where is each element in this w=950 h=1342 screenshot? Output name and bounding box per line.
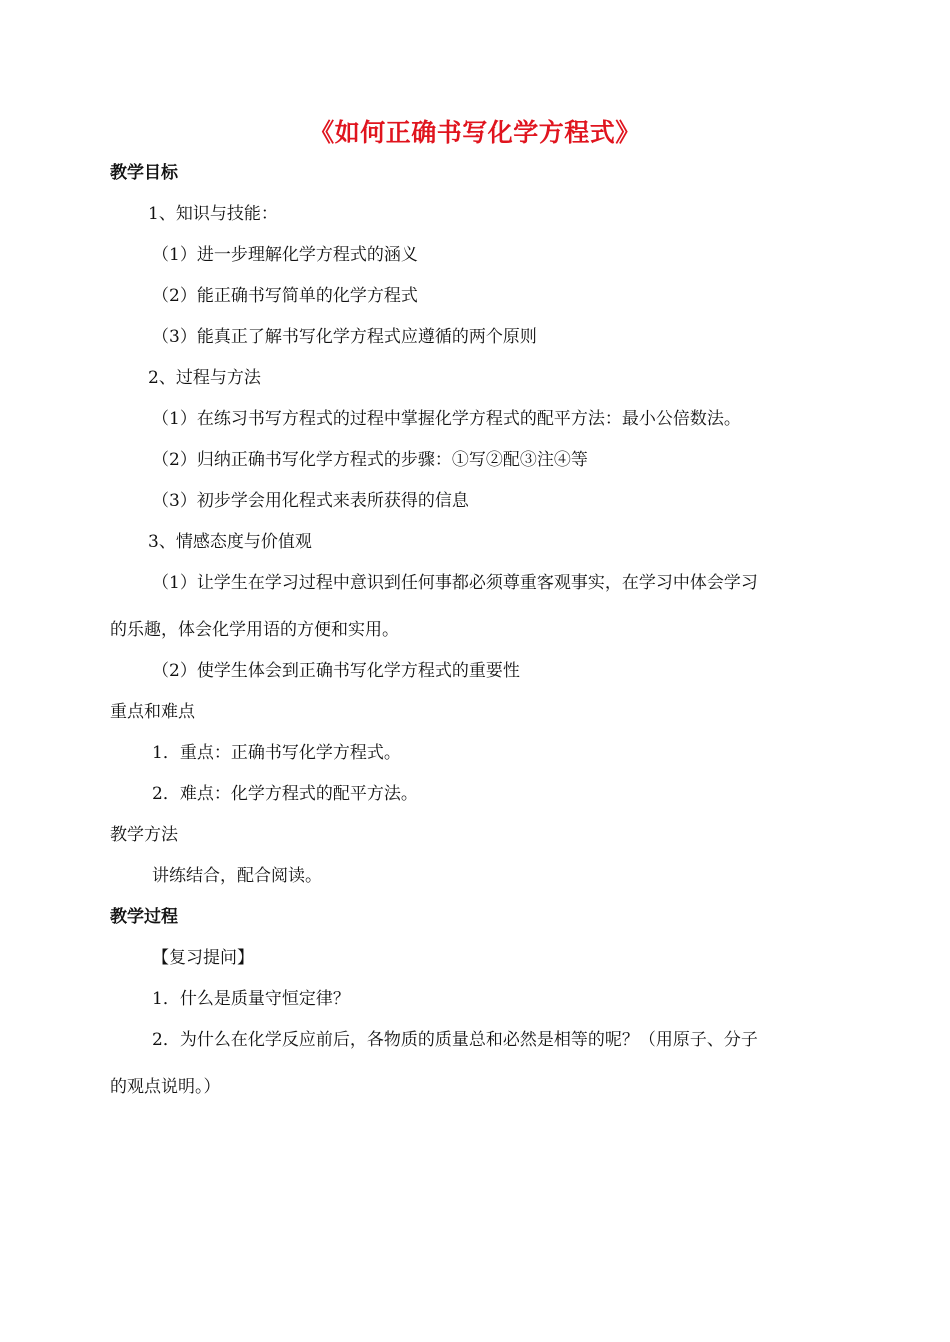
question-item: 1．什么是质量守恒定律？ — [152, 989, 350, 1009]
list-item: （1）让学生在学习过程中意识到任何事都必须尊重客观事实，在学习中体会学习 — [152, 573, 758, 593]
list-item: （3）能真正了解书写化学方程式应遵循的两个原则 — [152, 327, 537, 347]
document-title: 《如何正确书写化学方程式》 — [309, 118, 641, 147]
section-heading-methods: 教学方法 — [110, 825, 178, 845]
list-item-continuation: 的乐趣，体会化学用语的方便和实用。 — [110, 620, 399, 640]
methods-text: 讲练结合，配合阅读。 — [152, 866, 322, 886]
list-item: （2）能正确书写简单的化学方程式 — [152, 286, 418, 306]
question-continuation: 的观点说明。） — [110, 1077, 221, 1097]
list-item: （3）初步学会用化程式来表所获得的信息 — [152, 491, 469, 511]
list-item: （1）在练习书写方程式的过程中掌握化学方程式的配平方法：最小公倍数法。 — [152, 409, 741, 429]
list-item: 1．重点：正确书写化学方程式。 — [152, 743, 401, 763]
subheading-process: 2、过程与方法 — [148, 368, 261, 388]
question-item: 2．为什么在化学反应前后，各物质的质量总和必然是相等的呢？（用原子、分子 — [152, 1030, 758, 1050]
review-label: 【复习提问】 — [152, 948, 254, 968]
subheading-emotion: 3、情感态度与价值观 — [148, 532, 312, 552]
section-heading-key-points: 重点和难点 — [110, 702, 195, 722]
list-item: （2）归纳正确书写化学方程式的步骤：①写②配③注④等 — [152, 450, 588, 470]
section-heading-teaching-process: 教学过程 — [110, 907, 178, 927]
list-item: （1）进一步理解化学方程式的涵义 — [152, 245, 418, 265]
subheading-knowledge: 1、知识与技能： — [148, 204, 278, 224]
section-heading-objectives: 教学目标 — [110, 163, 178, 183]
list-item: 2．难点：化学方程式的配平方法。 — [152, 784, 418, 804]
list-item: （2）使学生体会到正确书写化学方程式的重要性 — [152, 661, 520, 681]
